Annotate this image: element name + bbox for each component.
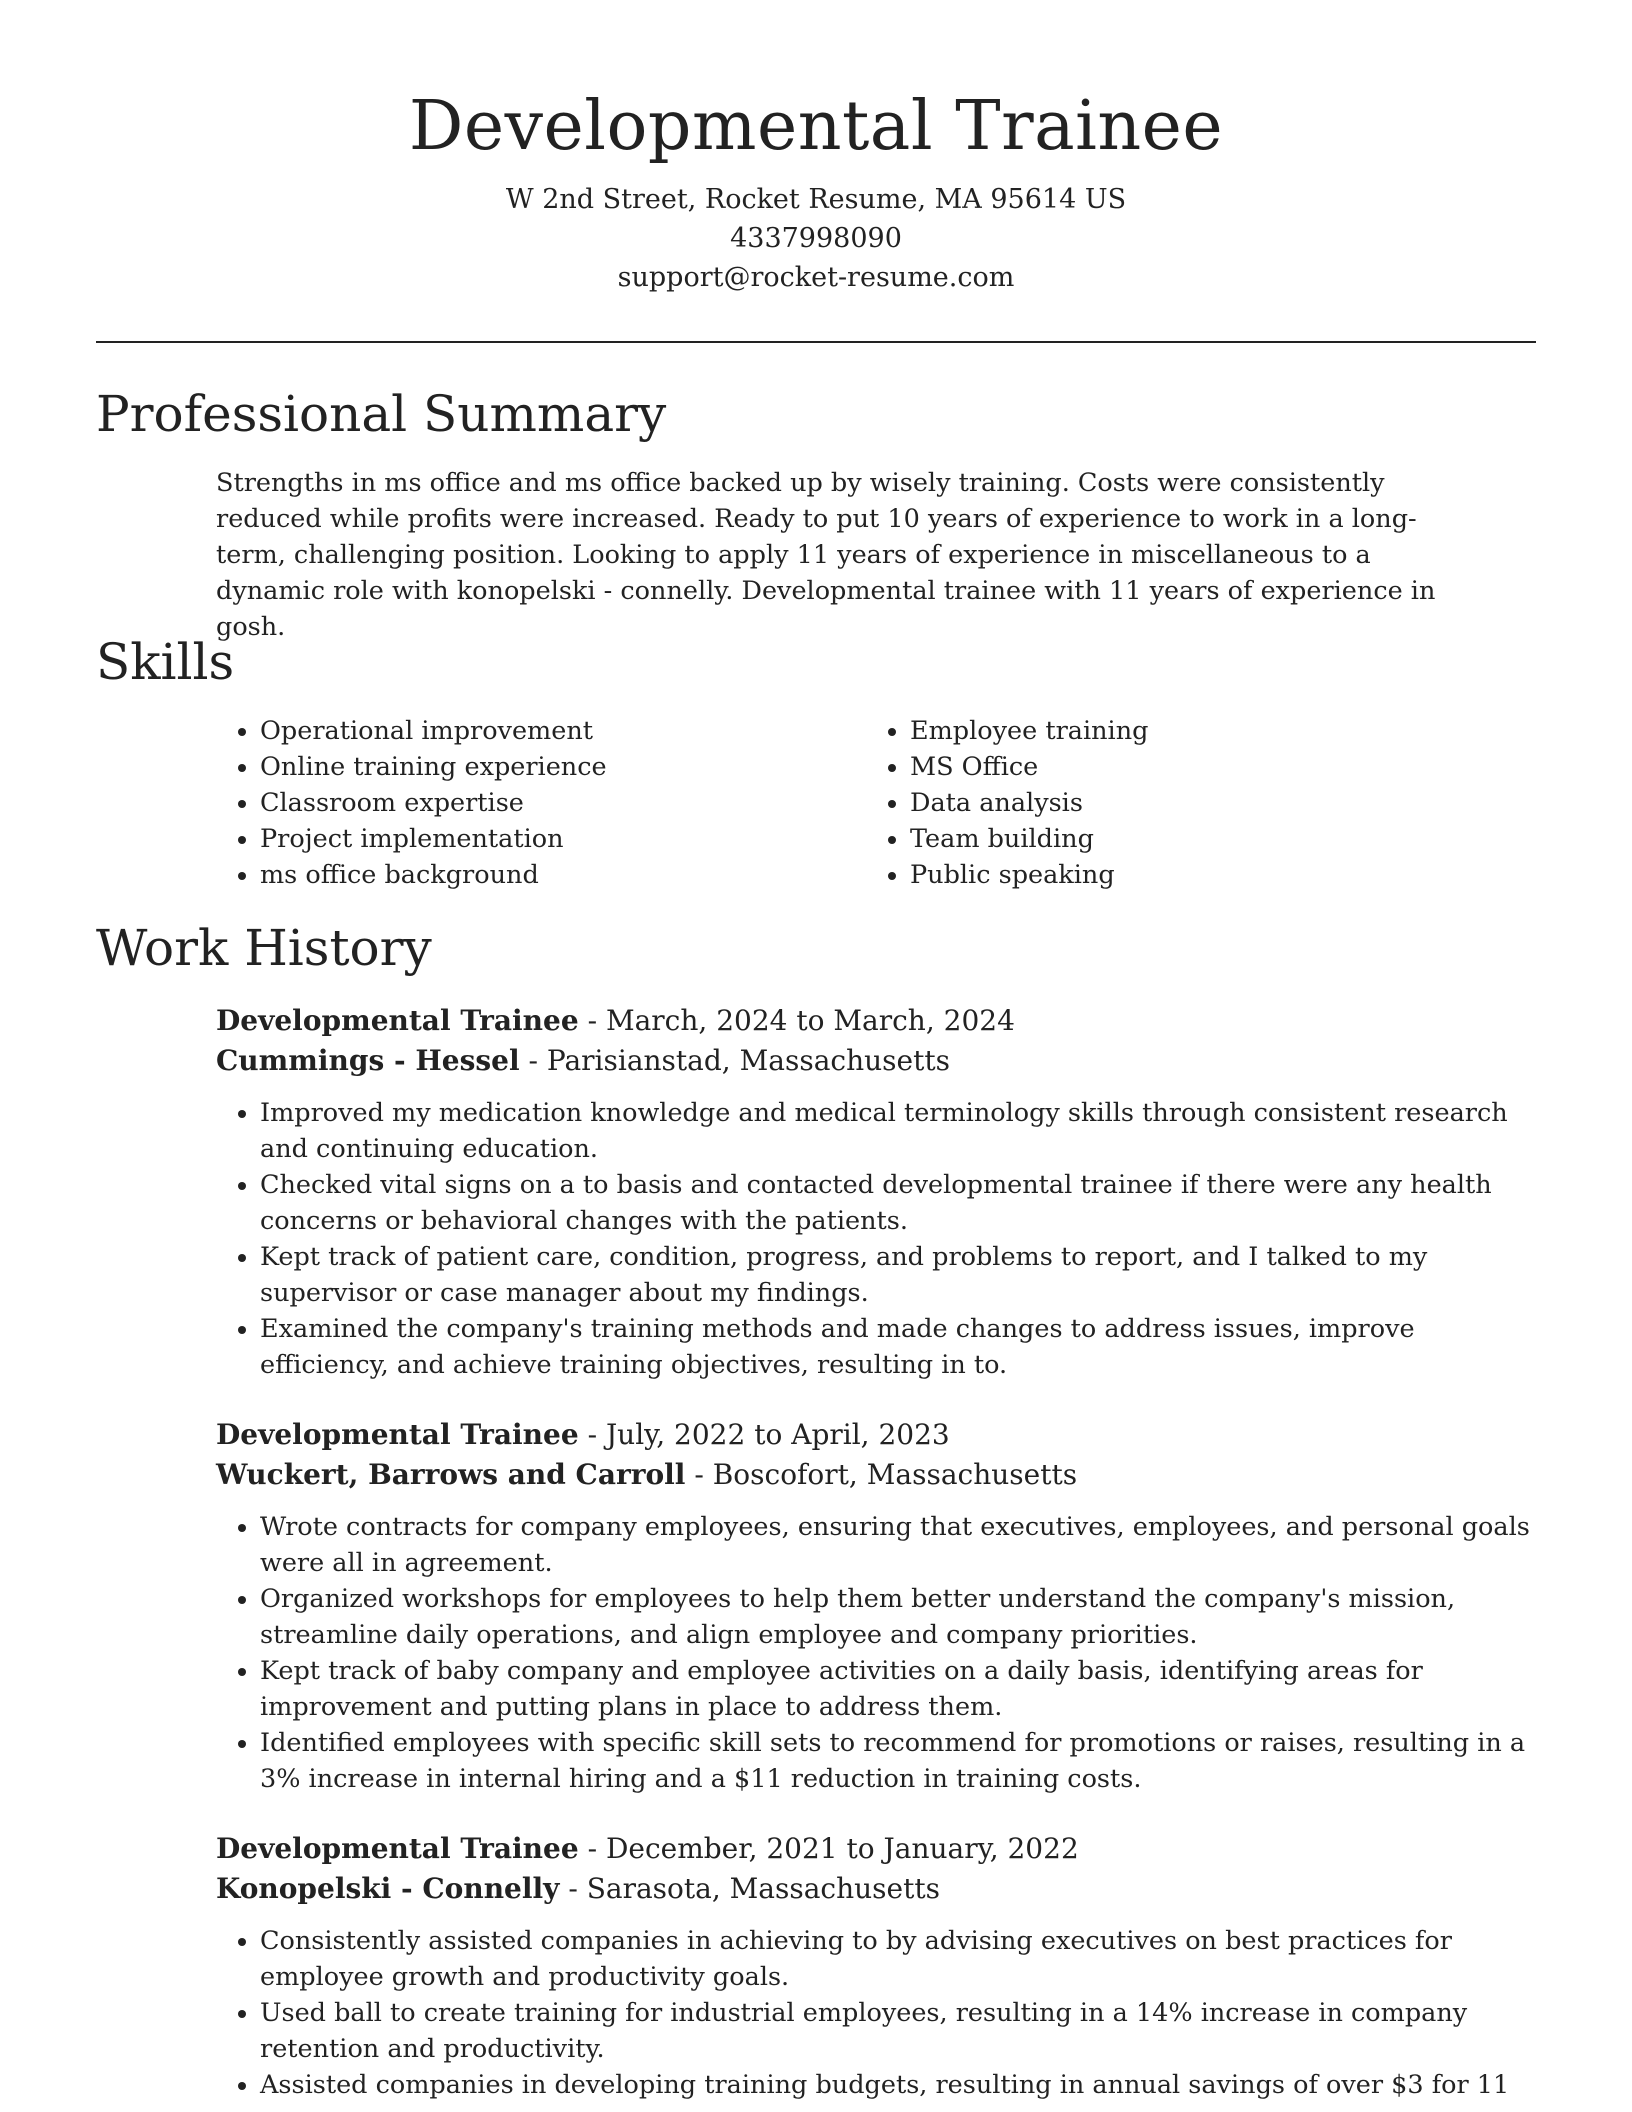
job-location: Boscofort, Massachusetts	[712, 1458, 1078, 1491]
job-heading: Developmental Trainee - March, 2024 to March, 2024	[216, 1004, 1015, 1037]
job-company: Cummings - Hessel	[216, 1044, 520, 1077]
skill-item: • Project implementation	[260, 821, 866, 857]
job-bullet: • Examined the company's training methods and made changes to address issues, improve efficiency, and achieve training objectives, resulting in to.	[260, 1311, 1536, 1383]
job-employer: Cummings - Hessel - Parisianstad, Massachusetts	[216, 1044, 950, 1077]
job-bullet: • Wrote contracts for company employees, ensuring that executives, employees, and personal goals were all in agreement.	[260, 1509, 1536, 1581]
job-heading: Developmental Trainee - July, 2022 to April, 2023	[216, 1418, 950, 1451]
job-heading: Developmental Trainee - December, 2021 to January, 2022	[216, 1832, 1079, 1865]
work-history-body	[216, 1001, 1536, 2103]
job-dates: March, 2024 to March, 2024	[605, 1004, 1015, 1037]
skill-item: • MS Office	[910, 749, 1516, 785]
job-entry	[216, 1829, 1536, 2103]
summary-text: Strengths in ms office and ms office backed up by wisely training. Costs were consistently reduced while profits were increased. Ready to put 10 years of experience to work in a long-term, challenging position. Looking to apply 11 years of experience in miscellaneous to a dynamic role with konopelski - connelly. Developmental trainee with 11 years of experience in gosh.	[216, 468, 1436, 642]
job-bullet: • Assisted companies in developing training budgets, resulting in annual savings of over $3 for 11	[260, 2067, 1536, 2103]
job-dates: July, 2022 to April, 2023	[605, 1418, 950, 1451]
job-bullets	[216, 1095, 1536, 1383]
job-role: Developmental Trainee	[216, 1418, 579, 1451]
skill-item: • Employee training	[910, 713, 1516, 749]
job-bullet: • Improved my medication knowledge and medical terminology skills through consistent research and continuing education.	[260, 1095, 1536, 1167]
job-bullets	[216, 1923, 1536, 2103]
job-bullet: • Consistently assisted companies in achieving to by advising executives on best practices for employee growth and productivity goals.	[260, 1923, 1536, 1995]
skills-columns	[216, 713, 1536, 893]
job-bullet: • Organized workshops for employees to help them better understand the company's mission, streamline daily operations, and align employee and company priorities.	[260, 1581, 1536, 1653]
job-dates: December, 2021 to January, 2022	[605, 1832, 1079, 1865]
job-entry	[216, 1001, 1536, 1383]
summary-section	[96, 383, 1536, 645]
resume-header	[0, 0, 1632, 297]
job-location: Parisianstad, Massachusetts	[546, 1044, 950, 1077]
skills-list-left	[216, 713, 866, 893]
skill-item: • Team building	[910, 821, 1516, 857]
phone: 4337998090	[730, 223, 902, 254]
contact-block	[0, 180, 1632, 297]
job-role: Developmental Trainee	[216, 1004, 579, 1037]
job-entry	[216, 1415, 1536, 1797]
candidate-name: Developmental Trainee	[408, 87, 1224, 166]
header-divider	[96, 341, 1536, 343]
skill-item: • Operational improvement	[260, 713, 866, 749]
skill-item: • Public speaking	[910, 857, 1516, 893]
skill-item: • ms office background	[260, 857, 866, 893]
job-location: Sarasota, Massachusetts	[586, 1872, 940, 1905]
email: support@rocket-resume.com	[617, 262, 1015, 293]
skill-item: • Online training experience	[260, 749, 866, 785]
job-bullet: • Kept track of patient care, condition, progress, and problems to report, and I talked to my supervisor or case manager about my findings.	[260, 1239, 1536, 1311]
job-bullet: • Kept track of baby company and employee activities on a daily basis, identifying areas for improvement and putting plans in place to address them.	[260, 1653, 1536, 1725]
skills-section	[96, 631, 1536, 893]
work-history-section	[96, 917, 1536, 2103]
job-bullets	[216, 1509, 1536, 1797]
skills-title: Skills	[96, 633, 235, 691]
job-bullet: • Identified employees with specific skill sets to recommend for promotions or raises, resulting in a 3% increase in internal hiring and a $11 reduction in training costs.	[260, 1725, 1536, 1797]
job-employer: Wuckert, Barrows and Carroll - Boscofort, Massachusetts	[216, 1458, 1078, 1491]
job-company: Konopelski - Connelly	[216, 1872, 560, 1905]
skill-item: • Data analysis	[910, 785, 1516, 821]
skill-item: • Classroom expertise	[260, 785, 866, 821]
address: W 2nd Street, Rocket Resume, MA 95614 US	[505, 184, 1127, 215]
job-role: Developmental Trainee	[216, 1832, 579, 1865]
summary-title: Professional Summary	[96, 385, 667, 443]
job-employer: Konopelski - Connelly - Sarasota, Massachusetts	[216, 1872, 940, 1905]
job-bullet: • Used ball to create training for industrial employees, resulting in a 14% increase in company retention and productivity.	[260, 1995, 1536, 2067]
skills-list-right	[866, 713, 1516, 893]
job-bullet: • Checked vital signs on a to basis and contacted developmental trainee if there were any health concerns or behavioral changes with the patients.	[260, 1167, 1536, 1239]
job-company: Wuckert, Barrows and Carroll	[216, 1458, 686, 1491]
work-history-title: Work History	[96, 919, 432, 977]
